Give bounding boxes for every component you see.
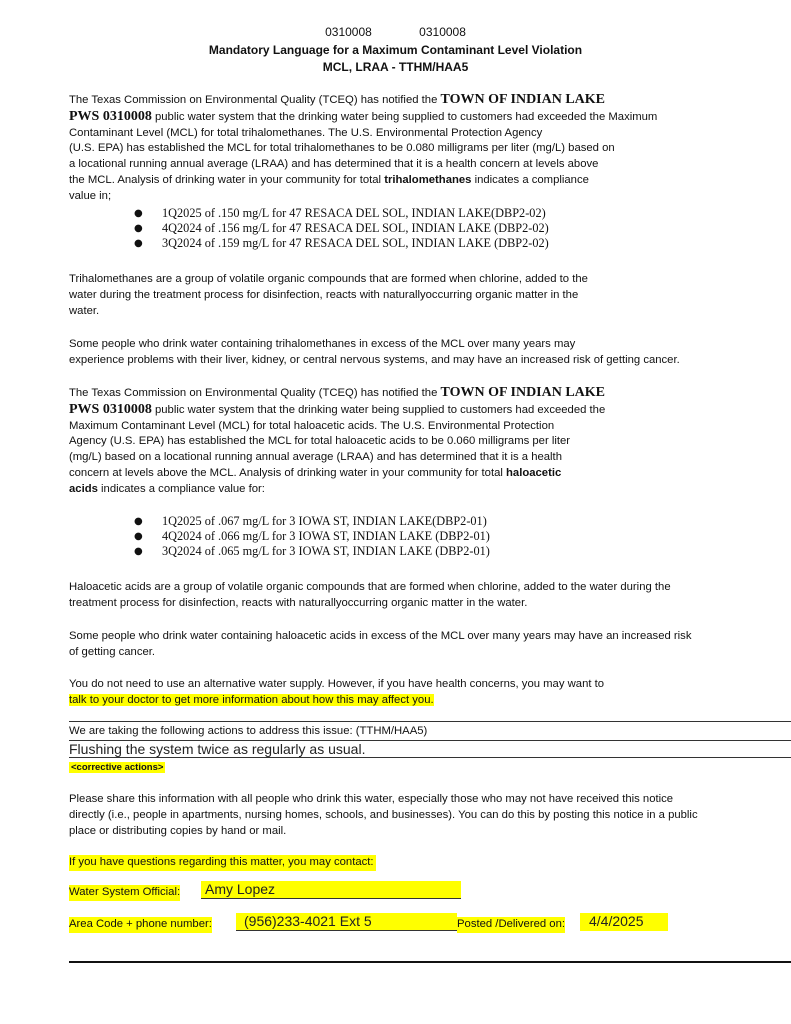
system-id-left: 0310008 xyxy=(325,25,372,39)
haa5-results-list xyxy=(134,514,490,560)
tthm-line: public water system that the drinking water being supplied to customers had exceeded the Maximum xyxy=(151,110,658,123)
list-item: ● 1Q2025 of .150 mg/L for 47 RESACA DEL SOL, INDIAN LAKE(DBP2-02) xyxy=(134,206,549,221)
tthm-line: indicates a compliance xyxy=(471,173,589,186)
tthm-description xyxy=(69,272,588,319)
divider xyxy=(69,757,791,758)
tthm-health-line: Some people who drink water containing trihalomethanes in excess of the MCL over many years may xyxy=(69,338,576,350)
haa5-health-line: Some people who drink water containing haloacetic acids in excess of the MCL over many years may have an increased risk xyxy=(69,630,692,642)
share-line: place or distributing copies by hand or mail. xyxy=(69,824,287,837)
tthm-pws-id: PWS 0310008 xyxy=(69,108,152,124)
phone-label: Area Code + phone number: xyxy=(69,917,212,933)
document-title: Mandatory Language for a Maximum Contaminant Level Violation xyxy=(208,43,583,57)
haa5-desc-line: Haloacetic acids are a group of volatile organic compounds that are formed when chlorine, added to the water during the xyxy=(69,581,671,593)
document-subtitle: MCL, LRAA - TTHM/HAA5 xyxy=(322,60,469,74)
tthm-results-list xyxy=(134,206,549,252)
haa5-line: indicates a compliance value for: xyxy=(97,482,265,495)
corrective-actions-placeholder: <corrective actions> xyxy=(71,762,164,773)
tthm-desc-line: water during the treatment process for disinfection, reacts with naturallyoccurring organic matter in the xyxy=(69,288,579,301)
tthm-line: Contaminant Level (MCL) for total trihalomethanes. The U.S. Environmental Protection Agency xyxy=(69,126,543,139)
haa5-description xyxy=(69,580,671,612)
tthm-intro-text: The Texas Commission on Environmental Quality (TCEQ) has notified the xyxy=(69,94,441,106)
doctor-advice-highlight: talk to your doctor to get more information about how this may affect you. xyxy=(69,693,434,706)
haa5-line: Maximum Contaminant Level (MCL) for total haloacetic acids. The U.S. Environmental Protection xyxy=(69,419,555,432)
list-item: ● 3Q2024 of .159 mg/L for 47 RESACA DEL SOL, INDIAN LAKE (DBP2-02) xyxy=(134,236,549,251)
haa5-pws-id: PWS 0310008 xyxy=(69,401,152,417)
tthm-health-effects xyxy=(69,337,680,369)
divider xyxy=(69,721,791,722)
haa5-bold-term: haloacetic xyxy=(506,466,562,479)
haa5-health-effects xyxy=(69,629,691,661)
share-notice xyxy=(69,792,698,839)
share-line: Please share this information with all people who drink this water, especially those who may not have received this notice xyxy=(69,793,674,805)
official-name-field[interactable]: Amy Lopez xyxy=(201,881,461,899)
haa5-intro xyxy=(69,385,605,498)
haa5-line: (mg/L) based on a locational running annual average (LRAA) and has determined that it is a health xyxy=(69,451,562,464)
list-item: ● 3Q2024 of .065 mg/L for 3 IOWA ST, INDIAN LAKE (DBP2-01) xyxy=(134,544,490,559)
official-label: Water System Official: xyxy=(69,885,180,901)
tthm-line: the MCL. Analysis of drinking water in your community for total xyxy=(69,173,385,186)
haa5-bold-term: acids xyxy=(69,482,98,495)
haa5-line: public water system that the drinking water being supplied to customers had exceeded the xyxy=(151,403,606,416)
list-item: ● 4Q2024 of .156 mg/L for 47 RESACA DEL SOL, INDIAN LAKE (DBP2-02) xyxy=(134,221,549,236)
haa5-line: concern at levels above the MCL. Analysis of drinking water in your community for total xyxy=(69,466,507,479)
tthm-health-line: experience problems with their liver, kidney, or central nervous systems, and may have an increased risk of getting cancer. xyxy=(69,353,680,366)
alt-supply-line: You do not need to use an alternative water supply. However, if you have health concerns, you may want to xyxy=(69,678,605,690)
corrective-actions-value[interactable]: Flushing the system twice as regularly as usual. xyxy=(69,741,366,757)
haa5-desc-line: treatment process for disinfection, reacts with naturallyoccurring organic matter in the water. xyxy=(69,596,528,609)
tthm-line: value in; xyxy=(69,189,112,202)
system-id-right: 0310008 xyxy=(419,25,466,39)
posted-date-field[interactable]: 4/4/2025 xyxy=(580,913,668,931)
tthm-bold-term: trihalomethanes xyxy=(384,173,472,186)
actions-label: We are taking the following actions to address this issue: (TTHM/HAA5) xyxy=(69,725,428,737)
phone-number-field[interactable]: (956)233-4021 Ext 5 xyxy=(236,913,457,931)
tthm-town-name: TOWN OF INDIAN LAKE xyxy=(440,92,606,107)
alt-supply-notice xyxy=(69,677,604,709)
haa5-line: Agency (U.S. EPA) has established the MCL for total haloacetic acids to be 0.060 milligrams per liter xyxy=(69,435,571,448)
questions-contact-line: If you have questions regarding this matter, you may contact: xyxy=(69,855,376,871)
tthm-intro xyxy=(69,92,657,205)
list-item: ● 4Q2024 of .066 mg/L for 3 IOWA ST, INDIAN LAKE (DBP2-01) xyxy=(134,529,490,544)
list-item: ● 1Q2025 of .067 mg/L for 3 IOWA ST, INDIAN LAKE(DBP2-01) xyxy=(134,514,490,529)
share-line: directly (i.e., people in apartments, nursing homes, schools, and businesses). You can do this by posting this notice in a public xyxy=(69,808,698,821)
tthm-desc-line: Trihalomethanes are a group of volatile organic compounds that are formed when chlorine, added to the xyxy=(69,273,588,285)
posted-label: Posted /Delivered on: xyxy=(457,917,565,933)
tthm-line: a locational running annual average (LRAA) and has determined that it is a health concern at levels above xyxy=(69,158,599,171)
haa5-health-line: of getting cancer. xyxy=(69,645,156,658)
tthm-desc-line: water. xyxy=(69,304,100,317)
signature-line xyxy=(69,961,791,963)
tthm-line: (U.S. EPA) has established the MCL for total trihalomethanes to be 0.080 milligrams per liter (mg/L) based on xyxy=(69,142,615,155)
haa5-intro-text: The Texas Commission on Environmental Quality (TCEQ) has notified the xyxy=(69,387,441,399)
haa5-town-name: TOWN OF INDIAN LAKE xyxy=(440,385,606,400)
system-id-line xyxy=(0,25,791,39)
